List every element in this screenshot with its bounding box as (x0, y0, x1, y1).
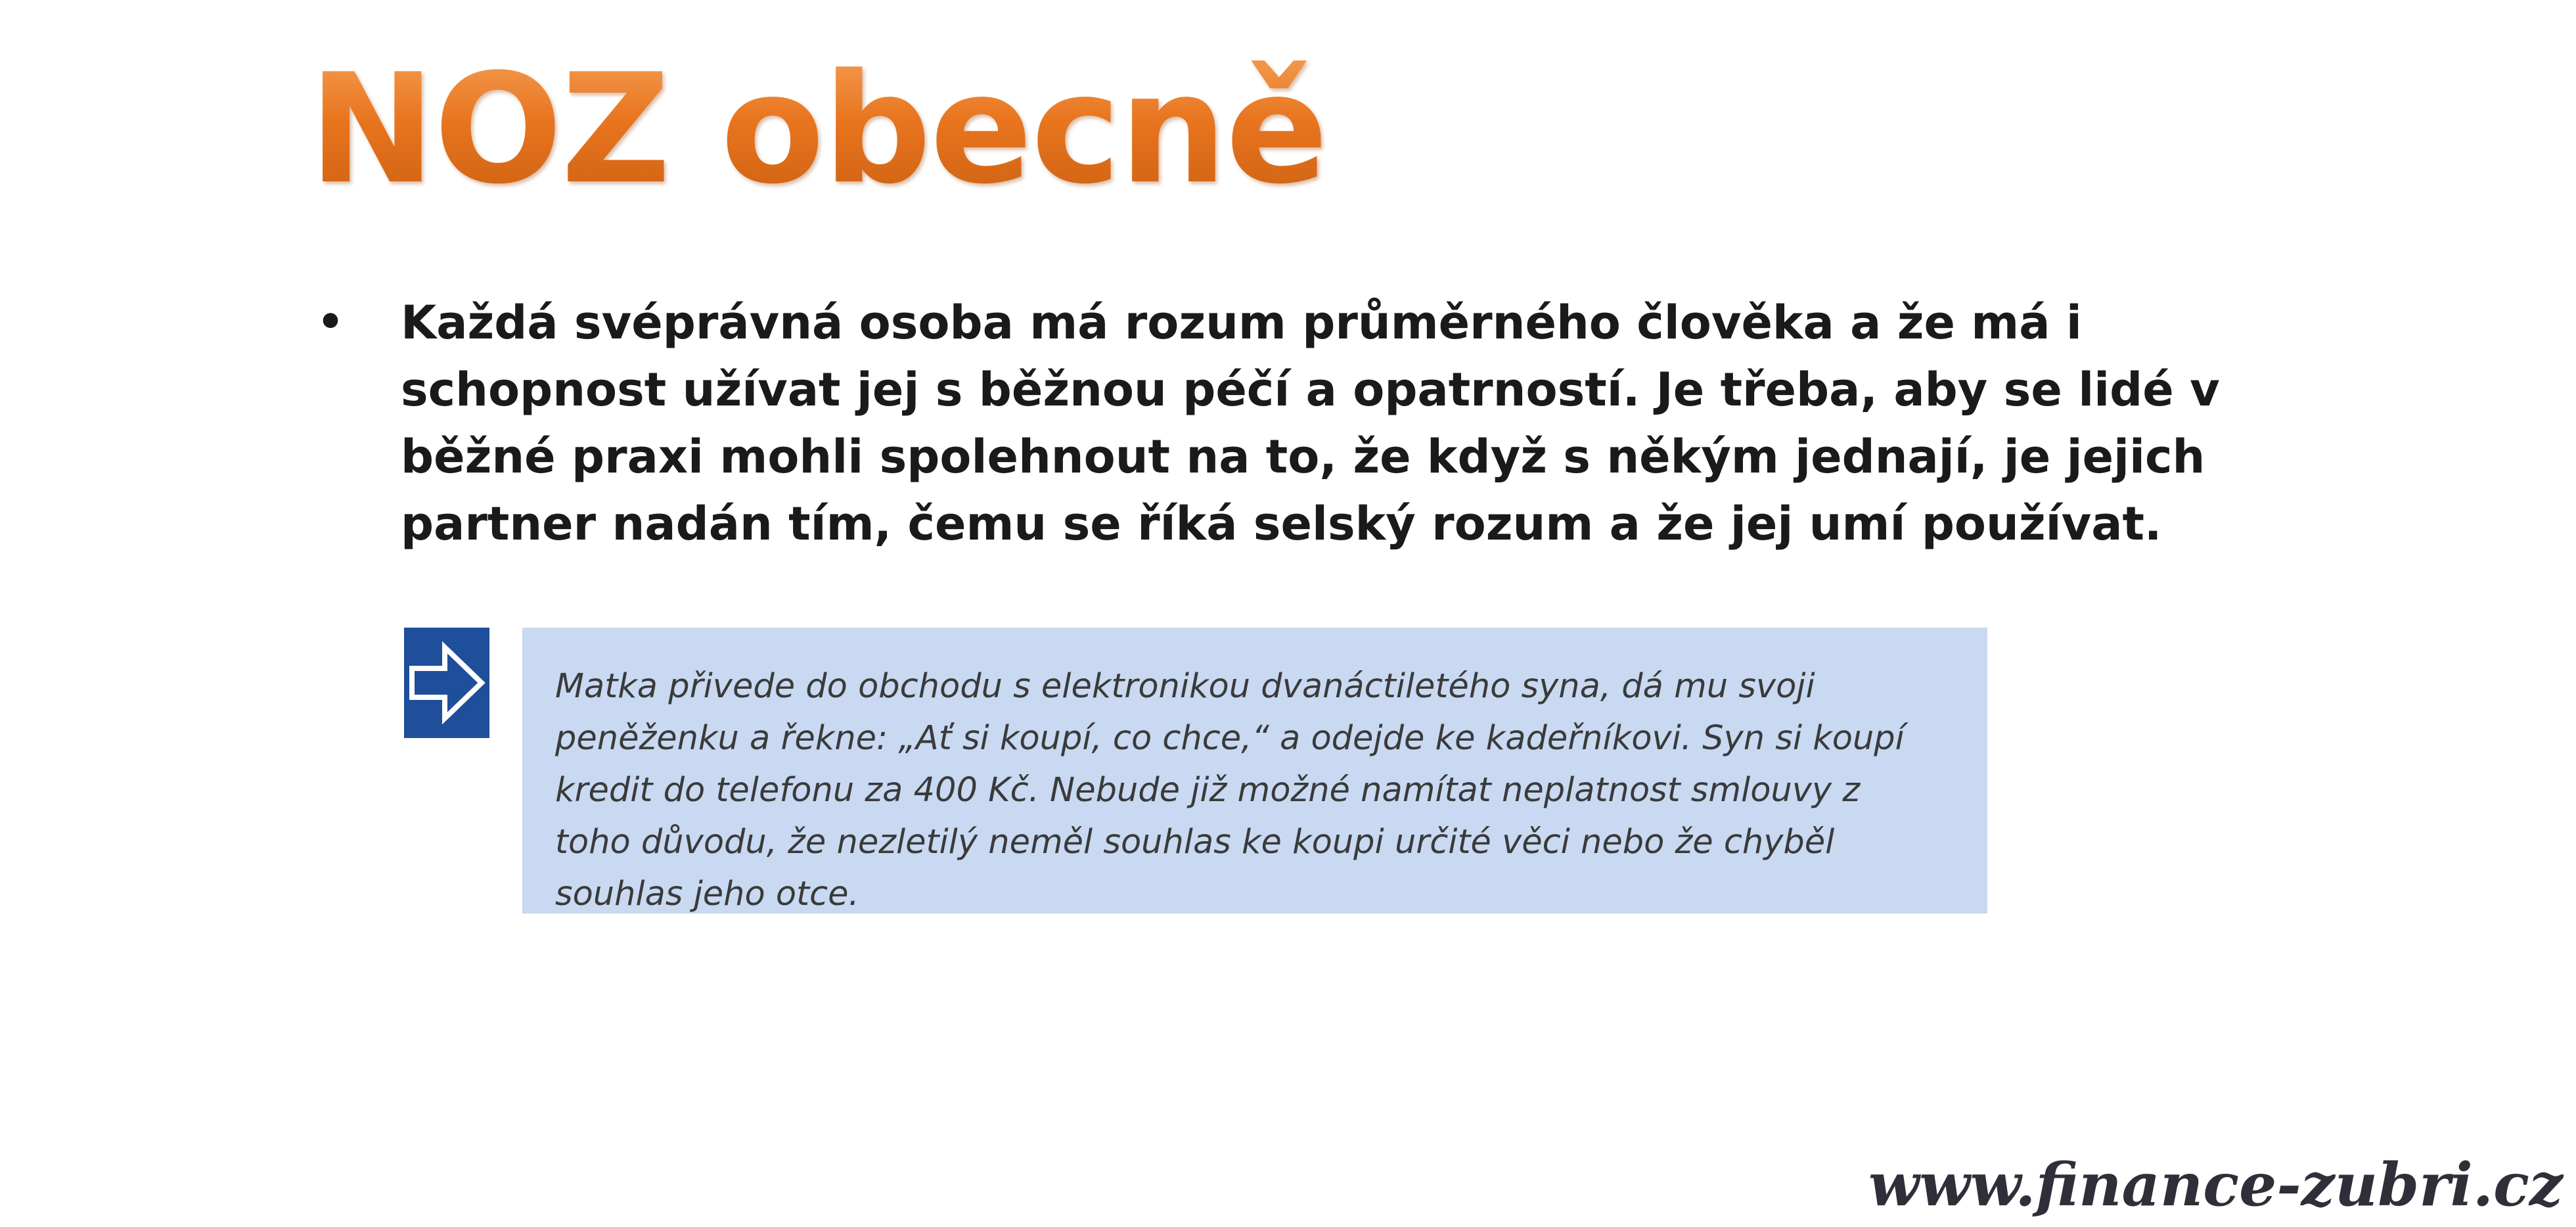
example-box (522, 628, 1987, 914)
arrow-right-icon (404, 628, 489, 738)
slide-title: NOZ obecně (309, 39, 1327, 221)
footer-url: www.finance-zubri.cz (1868, 1150, 2563, 1220)
example-text: Matka přivede do obchodu s elektronikou dvanáctiletého syna, dá mu svoji peněženku a řekne: „Ať si koupí, co chce,“ a odejde ke kadeřníkovi. Syn si koupí kredit do telefonu za 400 Kč. Nebude již možné namítat neplatnost smlouvy z toho důvodu, že nezletilý neměl souhlas ke koupi určité věci nebo že chyběl souhlas jeho otce. (555, 667, 1905, 914)
bullet-text: Každá svéprávná osoba má rozum průměrného člověka a že má i schopnost užívat jej s běžnou péčí a opatrností. Je třeba, aby se lidé v běžné praxi mohli spolehnout na to, že když s někým jednají, je jejich partner nadán tím, čemu se říká selský rozum a že jej umí používat. (401, 296, 2220, 551)
bullet-symbol: • (315, 293, 346, 352)
